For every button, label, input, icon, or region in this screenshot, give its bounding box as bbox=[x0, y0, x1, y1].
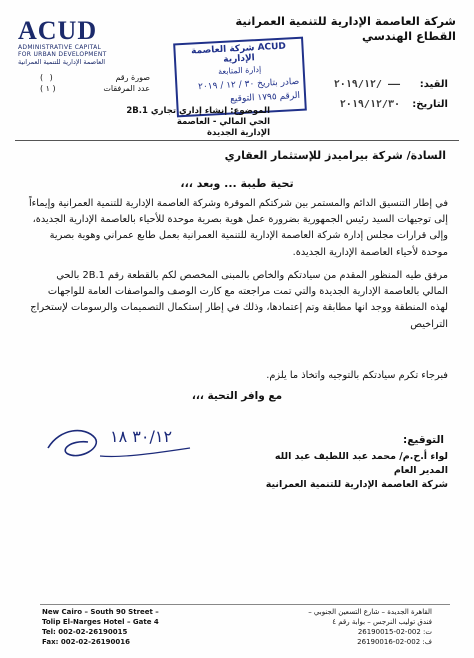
signature-date: ٣٠/١٢ ١٨ bbox=[110, 427, 173, 446]
signatory-block bbox=[148, 450, 448, 492]
company-sector: القطاع الهندسي bbox=[361, 29, 456, 43]
subject-line-1 bbox=[110, 106, 270, 117]
subject-label: الموضوع: bbox=[230, 106, 270, 116]
copy-meta bbox=[40, 72, 150, 94]
footer-en-line-2: Tolip El-Narges Hotel – Gate 4 bbox=[42, 618, 159, 626]
logo-arabic: العاصمة الإدارية للتنمية العمرانية bbox=[18, 58, 106, 66]
footer-ar-line-4: ف: 002-02-26190016 bbox=[357, 638, 432, 646]
attachments-row bbox=[40, 83, 150, 94]
greeting: تحية طيبة ... وبعد ،،، bbox=[180, 177, 294, 190]
logo-mark: ACUD bbox=[18, 16, 98, 45]
footer-ar-line-2: فندق توليب النرجس – بوابة رقم ٤ bbox=[332, 618, 432, 626]
attachments-value: ( ١ ) bbox=[40, 84, 56, 93]
stamp-line-1: ACUD شركة العاصمة الإدارية bbox=[190, 41, 287, 65]
paragraph-2: مرفق طيه المنظور المقدم من سيادتكم والخاص بالمبنى المخصص لكم بالقطعة رقم 2B.1 بالحي المالي بالعاصمة الإدارية الجديدة والتي تمت مراجعته مع كارت الوصف والمواصفات العامة للواجهات لهذه المنطقة ووجد انها مطابقة وتم إعتمادها، وذلك في إطار إستكمال التصميمات والرسومات لإستخراج التراخيص bbox=[30, 270, 448, 330]
copy-number-label: صورة رقم bbox=[115, 73, 150, 82]
date-label: التاريخ: bbox=[412, 98, 448, 110]
header-divider bbox=[15, 140, 459, 141]
stamp-line-2: إدارة المتابعة bbox=[217, 64, 262, 77]
footer-en-line-3: Tel: 002-02-26190015 bbox=[42, 628, 128, 636]
date-value: ٢٠١٩/١٢/٣٠ bbox=[339, 98, 400, 110]
footer-en-line-4: Fax: 002-02-26190016 bbox=[42, 638, 130, 646]
attachments-label: عدد المرفقات bbox=[103, 84, 150, 93]
company-name: شركة العاصمة الإدارية للتنمية العمرانية bbox=[235, 14, 456, 28]
reference-label: القيد: bbox=[419, 78, 448, 90]
footer-en-line-1: New Cairo – South 90 Street – bbox=[42, 608, 159, 616]
closing-request: فبرجاء تكرم سيادتكم بالتوجيه واتخاذ ما يلزم. bbox=[266, 370, 448, 381]
footer-divider bbox=[40, 604, 450, 605]
signature-label: التوقيع: bbox=[403, 434, 444, 446]
copy-number-value: ( ) bbox=[40, 73, 55, 82]
regards: مع وافر التحية ،،، bbox=[191, 390, 283, 402]
subject-line-3: الإدارية الجديدة bbox=[207, 128, 270, 138]
reference-row bbox=[288, 74, 448, 94]
stamp-line-4: الرقم ١٧٩٥ التوقيع bbox=[229, 90, 301, 105]
signatory-company: شركة العاصمة الإدارية للتنمية العمرانية bbox=[265, 479, 448, 490]
addressee: السادة/ شركة بيراميدز للإستثمار العقاري bbox=[224, 149, 446, 162]
subject-line-2: الحي المالي - العاصمة bbox=[176, 117, 270, 127]
copy-number-row bbox=[40, 72, 150, 83]
subject-block bbox=[110, 106, 270, 139]
logo-subtitle-1: ADMINISTRATIVE CAPITAL bbox=[18, 44, 102, 51]
signatory-title: المدير العام bbox=[393, 465, 448, 476]
footer-arabic bbox=[282, 607, 432, 647]
paragraph-1: في إطار التنسيق الدائم والمستمر بين شركتكم الموقرة وشركة العاصمة الإدارية للتنمية العمرانية وإيماءاً إلى توجيهات السيد رئيس الجمهورية بضرورة عمل هوية بصرية موحدة للأحياء بالعاصمة الإدارية الجديدة، وإلى قرارات مجلس إدارة شركة العاصمة الإدارية للتنمية العمرانية بعمل طابع عمراني وهوية بصرية موحدة لأحياء العاصمة الإدارية الجديدة. bbox=[28, 198, 448, 258]
signatory-name: لواء أ.ح.م/ محمد عبد اللطيف عبد الله bbox=[274, 451, 448, 462]
stamp-line-3: صادر بتاريخ ٣٠ / ١٢ / ٢٠١٩ bbox=[197, 76, 300, 93]
footer-english bbox=[42, 607, 159, 647]
date-row bbox=[288, 94, 448, 114]
logo-subtitle-2: FOR URBAN DEVELOPMENT bbox=[18, 51, 107, 58]
reference-value: ٢٠١٩/١٢/ —— bbox=[333, 78, 400, 90]
footer-ar-line-3: ت: 002-02-26190015 bbox=[357, 628, 432, 636]
footer-ar-line-1: القاهرة الجديدة – شارع التسعين الجنوبي – bbox=[308, 608, 432, 616]
reference-block bbox=[288, 74, 448, 114]
company-logo bbox=[18, 18, 138, 66]
subject-text-1: إنشاء إداري تجاري 2B.1 bbox=[126, 106, 228, 116]
